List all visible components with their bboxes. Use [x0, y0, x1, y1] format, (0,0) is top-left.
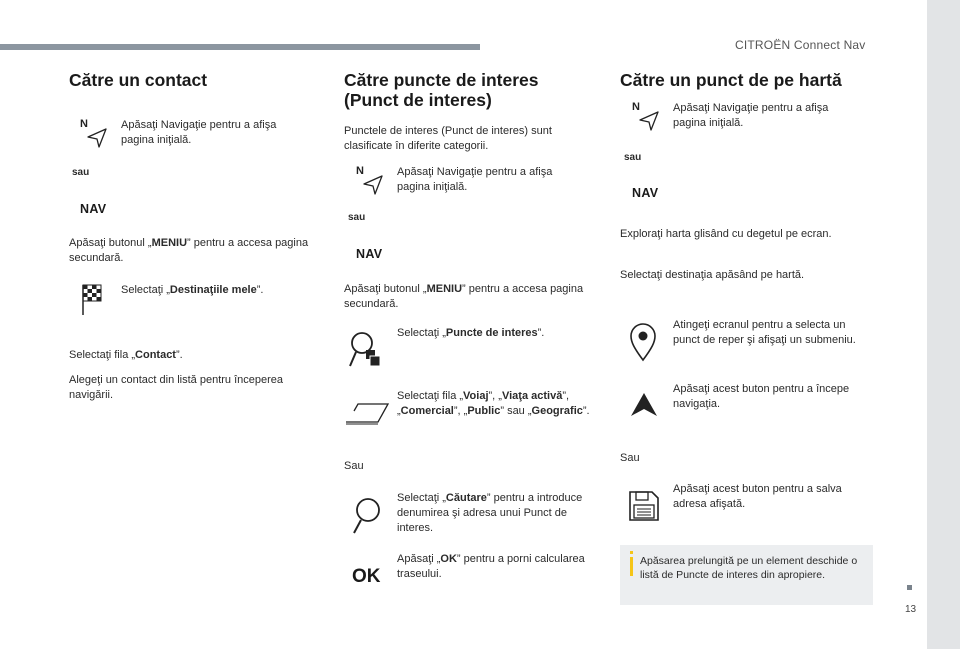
info-note-text: Apăsarea prelungită pe un element deschide o listă de Puncte de interes din apropiere.	[640, 555, 858, 581]
or-label: Sau	[620, 452, 640, 464]
navigation-icon	[80, 118, 110, 148]
step-text: Apăsaţi butonul „MENIU” pentru a accesa pagina secundară.	[69, 237, 309, 264]
search-icon	[350, 496, 384, 536]
brand-label: CITROËN Connect Nav	[735, 38, 866, 52]
intro-text: Punctele de interes (Punct de interes) sunt clasificate în diferite categorii.	[344, 125, 552, 152]
step-text: Selectaţi destinaţia apăsând pe hartă.	[620, 269, 805, 281]
poi-search-icon	[348, 330, 384, 370]
section-marker	[907, 585, 912, 590]
step-text: Apăsaţi acest buton pentru a începe navigaţia.	[673, 383, 850, 410]
step-text: Exploraţi harta glisând cu degetul pe ecran.	[620, 228, 832, 240]
save-icon	[628, 490, 660, 522]
nav-button-icon: NAV	[80, 202, 107, 216]
step-text: Atingeţi ecranul pentru a selecta un punct de reper şi afişaţi un submeniu.	[673, 319, 856, 346]
step-text: Apăsaţi Navigaţie pentru a afişa pagina iniţială.	[673, 102, 829, 129]
step-text: Selectaţi „Destinaţiile mele”.	[121, 284, 264, 296]
page-sidebar	[927, 0, 960, 649]
nav-button-icon: NAV	[356, 247, 383, 261]
step-text: Selectaţi „Căutare” pentru a introduce denumirea şi adresa unui Punct de interes.	[397, 492, 583, 534]
start-navigation-icon	[630, 392, 658, 418]
info-icon-bar	[630, 557, 633, 576]
info-note	[620, 545, 873, 605]
section-title-contact: Către un contact	[69, 70, 208, 90]
section-title-poi: Către puncte de interes (Punct de interes)	[344, 70, 539, 110]
navigation-letter: N	[632, 101, 640, 113]
or-label: Sau	[344, 460, 364, 472]
navigation-icon	[632, 101, 662, 131]
tab-folder-icon	[344, 400, 390, 426]
step-text: Apăsaţi Navigaţie pentru a afişa pagina iniţială.	[397, 166, 553, 193]
navigation-letter: N	[80, 118, 88, 130]
or-label: sau	[72, 167, 90, 178]
step-text: Selectaţi „Puncte de interes”.	[397, 327, 545, 339]
step-text: Apăsaţi acest buton pentru a salva adresa afişată.	[673, 483, 842, 510]
ok-button-icon: OK	[352, 566, 381, 587]
step-text: Alegeţi un contact din listă pentru începerea navigării.	[69, 374, 284, 401]
info-icon	[630, 551, 633, 554]
map-pin-icon	[628, 322, 658, 362]
or-label: sau	[624, 152, 642, 163]
step-text: Apăsaţi butonul „MENIU” pentru a accesa pagina secundară.	[344, 283, 584, 310]
step-text: Selectaţi fila „Contact”.	[69, 349, 183, 361]
or-label: sau	[348, 212, 366, 223]
checkered-flag-icon	[81, 283, 103, 317]
step-text: Apăsaţi „OK” pentru a porni calcularea traseului.	[397, 553, 585, 580]
step-text: Selectaţi fila „Voiaj”, „Viaţa activă”, „Comercial”, „Public” sau „Geografic”.	[397, 390, 590, 417]
step-text: Apăsaţi Navigaţie pentru a afişa pagina iniţială.	[121, 119, 277, 146]
navigation-letter: N	[356, 165, 364, 177]
page-number: 13	[905, 604, 917, 615]
navigation-icon	[356, 165, 386, 195]
section-title-map: Către un punct de pe hartă	[620, 70, 842, 90]
header-bar	[0, 44, 480, 50]
nav-button-icon: NAV	[632, 186, 659, 200]
